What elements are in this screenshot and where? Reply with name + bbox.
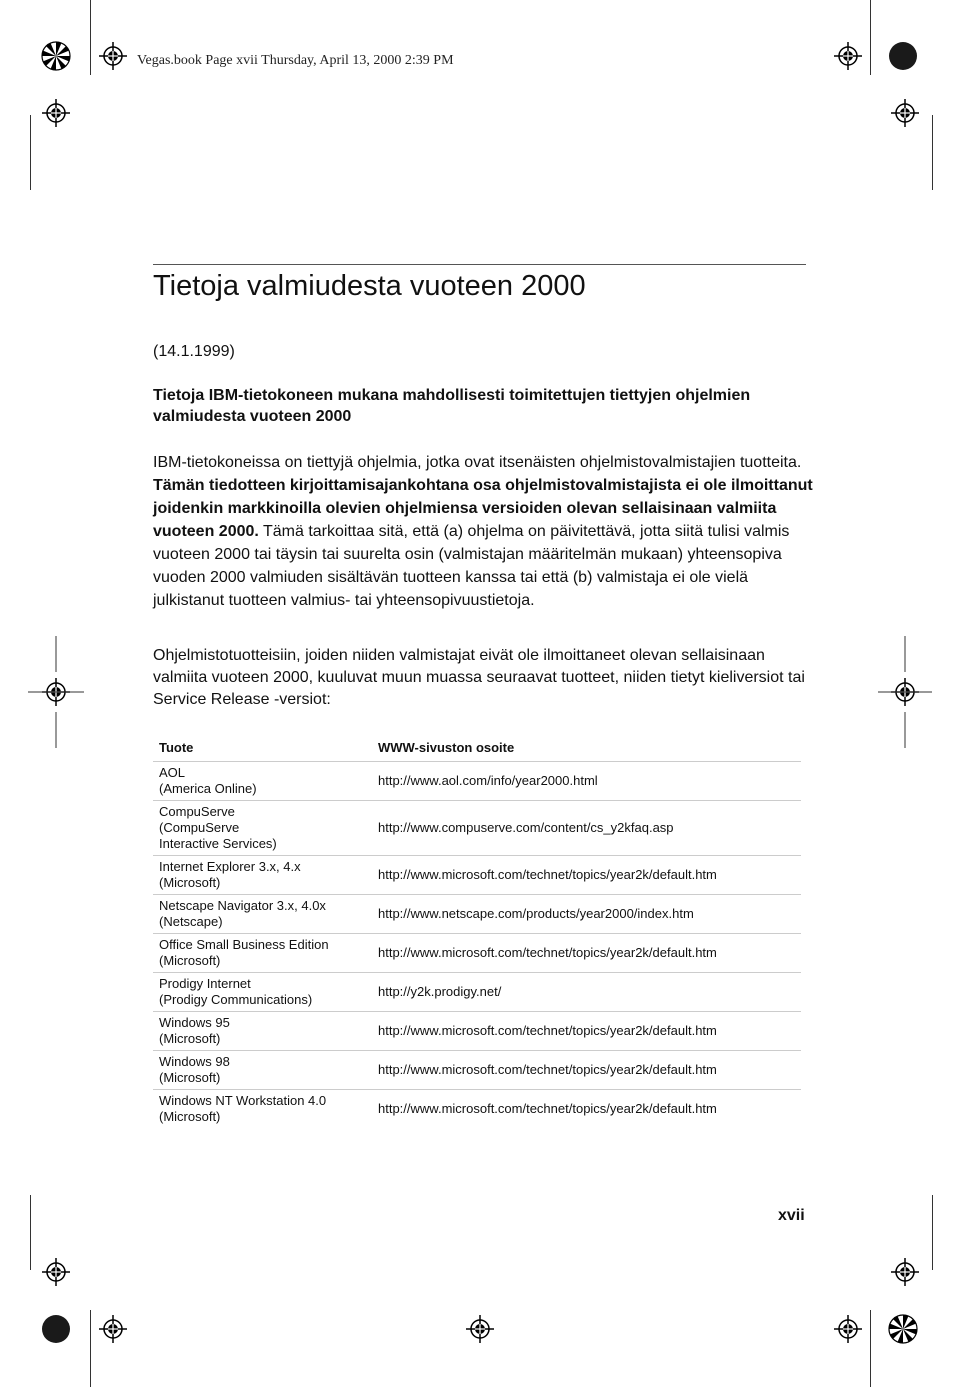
product-name-line: Internet Explorer 3.x, 4.x bbox=[159, 859, 301, 874]
product-url-link[interactable]: http://y2k.prodigy.net/ bbox=[372, 973, 801, 1012]
product-name-cell bbox=[153, 934, 372, 973]
table-row bbox=[153, 973, 801, 1012]
product-url-link[interactable]: http://www.aol.com/info/year2000.html bbox=[372, 762, 801, 801]
starburst-icon bbox=[889, 1315, 917, 1343]
crosshair-target-icon bbox=[891, 1258, 919, 1286]
crosshair-target-icon bbox=[99, 1315, 127, 1343]
product-name-line: (CompuServe bbox=[159, 820, 240, 835]
table-header-row bbox=[153, 733, 801, 762]
product-name-line: (Prodigy Communications) bbox=[159, 992, 313, 1007]
product-name-line: Windows 98 bbox=[159, 1054, 230, 1069]
crosshair-target-icon bbox=[42, 99, 70, 127]
product-url-link[interactable]: http://www.compuserve.com/content/cs_y2kfaq.asp bbox=[372, 801, 801, 856]
products-table bbox=[153, 733, 801, 1128]
product-name-cell bbox=[153, 1051, 372, 1090]
title-rule bbox=[153, 264, 806, 265]
intro-text-bold: Tämän tiedotteen kirjoittamisajankohtana osa ohjelmistovalmistajista ei ole ilmoittanut joidenkin markkinoilla olevien ohjelmiensa versioiden olevan sellaisinaan valmiita vuoteen 2000. bbox=[153, 477, 813, 540]
product-url-link[interactable]: http://www.microsoft.com/technet/topics/year2k/default.htm bbox=[372, 1012, 801, 1051]
column-header-url: WWW-sivuston osoite bbox=[372, 733, 801, 762]
solid-circle-icon bbox=[889, 42, 917, 70]
page-title: Tietoja valmiudesta vuoteen 2000 bbox=[153, 270, 586, 302]
table-row bbox=[153, 762, 801, 801]
product-name-line: (Microsoft) bbox=[159, 1031, 221, 1046]
page-number: xvii bbox=[778, 1207, 805, 1224]
intro-paragraph bbox=[153, 451, 813, 612]
crosshair-target-icon bbox=[834, 42, 862, 70]
product-name-cell bbox=[153, 1012, 372, 1051]
product-name-line: CompuServe bbox=[159, 804, 235, 819]
product-name-line: (Microsoft) bbox=[159, 953, 221, 968]
product-name-line: Prodigy Internet bbox=[159, 976, 251, 991]
table-row bbox=[153, 1012, 801, 1051]
product-url-link[interactable]: http://www.microsoft.com/technet/topics/year2k/default.htm bbox=[372, 856, 801, 895]
table-row bbox=[153, 1090, 801, 1129]
product-name-line: (Microsoft) bbox=[159, 1109, 221, 1124]
intro-text-end: Tämä tarkoittaa sitä, että (a) ohjelma on päivitettävä, jotta siitä tulisi valmis vuoteen 2000 tai täysin tai suurelta osin (valmistajan määritelmän mukaan) yhteensopiva vuoden 2000 valmiuden sisältävän tuotteen kanssa tai että (b) valmistaja ei ole vielä julkistanut tuotteen valmius- tai yhteensopivuustietoja. bbox=[153, 523, 790, 609]
crosshair-target-icon bbox=[834, 1315, 862, 1343]
crosshair-target-icon bbox=[99, 42, 127, 70]
product-name-cell bbox=[153, 856, 372, 895]
section-heading: Tietoja IBM-tietokoneen mukana mahdollisesti toimitettujen tiettyjen ohjelmien valmiudesta vuoteen 2000 bbox=[153, 387, 751, 425]
product-url-link[interactable]: http://www.microsoft.com/technet/topics/year2k/default.htm bbox=[372, 934, 801, 973]
product-name-line: (Microsoft) bbox=[159, 1070, 221, 1085]
product-name-cell bbox=[153, 1090, 372, 1129]
product-name-cell bbox=[153, 973, 372, 1012]
table-row bbox=[153, 895, 801, 934]
product-name-line: (Netscape) bbox=[159, 914, 223, 929]
product-name-cell bbox=[153, 762, 372, 801]
product-url-link[interactable]: http://www.microsoft.com/technet/topics/year2k/default.htm bbox=[372, 1051, 801, 1090]
product-name-cell bbox=[153, 801, 372, 856]
starburst-icon bbox=[42, 42, 70, 70]
crosshair-target-icon bbox=[42, 1258, 70, 1286]
product-url-link[interactable]: http://www.microsoft.com/technet/topics/year2k/default.htm bbox=[378, 1101, 717, 1116]
product-name-cell bbox=[153, 895, 372, 934]
table-row bbox=[153, 1051, 801, 1090]
crosshair-target-icon bbox=[466, 1315, 494, 1343]
product-name-line: (America Online) bbox=[159, 781, 257, 796]
product-name-line: Interactive Services) bbox=[159, 836, 277, 851]
product-name-line: Windows NT Workstation 4.0 bbox=[159, 1093, 327, 1108]
print-header: Vegas.book Page xvii Thursday, April 13, 2000 2:39 PM bbox=[137, 53, 454, 68]
intro-text-start: IBM-tietokoneissa on tiettyjä ohjelmia, jotka ovat itsenäisten ohjelmistovalmistajien tuotteita. bbox=[153, 454, 802, 471]
product-name-line: Netscape Navigator 3.x, 4.0x bbox=[159, 898, 326, 913]
document-date: (14.1.1999) bbox=[153, 343, 235, 360]
solid-circle-icon bbox=[42, 1315, 70, 1343]
product-name-line: AOL bbox=[159, 765, 186, 780]
product-name-line: Office Small Business Edition bbox=[159, 937, 329, 952]
column-header-product: Tuote bbox=[153, 733, 372, 762]
crosshair-target-icon bbox=[891, 99, 919, 127]
table-row bbox=[153, 856, 801, 895]
product-name-line: (Microsoft) bbox=[159, 875, 221, 890]
product-url-link[interactable]: http://www.netscape.com/products/year2000/index.htm bbox=[372, 895, 801, 934]
table-row bbox=[153, 801, 801, 856]
table-row bbox=[153, 934, 801, 973]
product-name-line: Windows 95 bbox=[159, 1015, 230, 1030]
products-paragraph: Ohjelmistotuotteisiin, joiden niiden valmistajat eivät ole ilmoittaneet olevan sellaisinaan valmiita vuoteen 2000, kuuluvat muun muassa seuraavat tuotteet, niiden tietyt kieliversiot tai Service Release -versiot: bbox=[153, 647, 805, 708]
